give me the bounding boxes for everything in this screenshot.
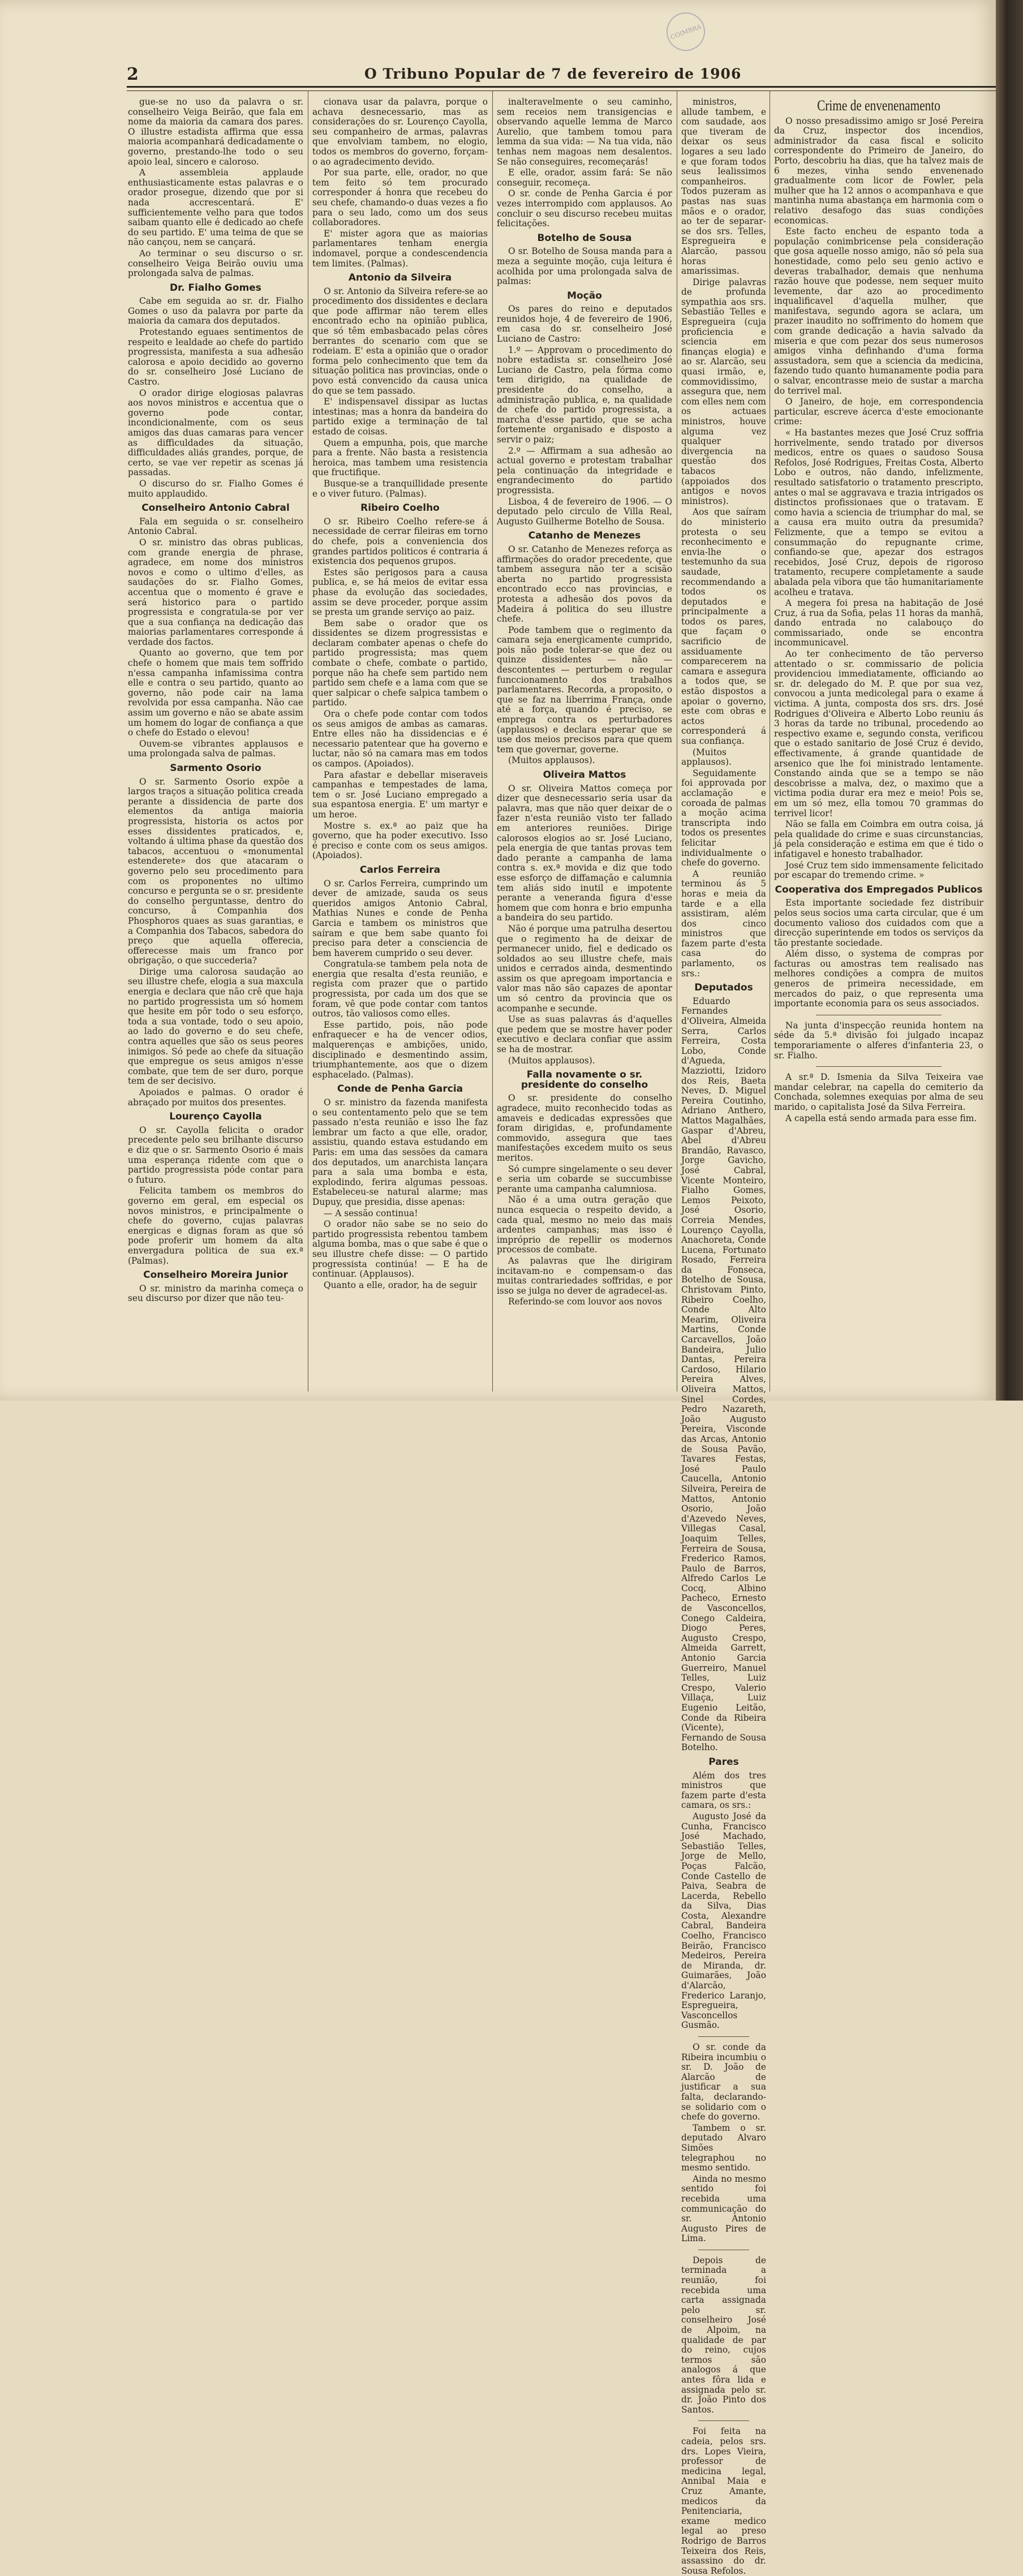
article-title: Crime de envenenamento xyxy=(817,97,940,114)
paragraph: 2.º — Affirmam a sua adhesão ao actual governo e protestam trabalhar pela continuação da integridade e engrandecimento do partido progressista. xyxy=(497,445,672,496)
paragraph: O sr. Sarmento Osorio expõe a largos traços a situação politica creada perante a dissidencia de parte dos elementos da antiga maioria progressista, historia os actos por esses dissidentes praticados, e, voltando á ultima phase da questão dos tabacos, accentuou o «monumental estenderete» dos que atacaram o governo pelo seu procedimento para com os proponentes no ultimo concurso e pergunta se o sr. presidente do conselho perguntasse, dentro do concurso, á Companhia dos Phosphoros quaes as suas garantias, e a Companhia dos Tabacos, sabedora do preço que aquella offerecia, offerecesse mais um franco por obrigação, o que succederia? xyxy=(128,776,303,966)
section-heading: Dr. Fialho Gomes xyxy=(170,282,261,294)
column-5 xyxy=(774,97,983,1393)
paragraph: Além disso, o systema de compras por facturas ou amostras tem realisado nas melhores condições a compra de muitos generos de primeira necessidade, em mercados do paiz, o que representa uma importante economia para os seus associados. xyxy=(774,949,983,1009)
paragraph: Estes são perigosos para a causa publica, e, se há meios de evitar essa phase da evolução das sociedades, assim se deve proceder, porque assim se presta um grande serviço ao paiz. xyxy=(312,567,488,618)
paragraph: « Ha bastantes mezes que José Cruz soffria horrivelmente, sendo tratado por diversos medicos, entre os quaes o saudoso Sousa Refolos, José Rodrigues, Freitas Costa, Alberto Lobo e outros, não dando, infelizmente, resultado satisfatorio o tratamento prescripto, antes o mal se aggravava e trazia intrigados os distinctos profissionaes que o tratavam. E como havia a sciencia de triumphar do mal, se a causa era muito outra da presumida? Felizmente, que a tempo se evitou a consummação do repugnante crime, confiando-se que, apezar dos estragos recebidos, José Cruz, depois de rigoroso tratamento, recupere completamente a saude abalada pela vibora que tão humanitariamente acolheu e tratava. xyxy=(774,428,983,597)
paragraph: Este facto encheu de espanto toda a população conimbricense pela consideração que gosa aquelle nosso amigo, não só pela sua honestidade, como pelo seu genio activo e deveras trabalhador, demais que nenhuma razão houve que podesse, nem sequer muito levemente, dar azo ao procedimento inqualificavel d'aquella mulher, que manifestava, segundo agora se aclara, um prazer inaudito no soffrimento do homem que com grande dedicação a havia salvado da miseria e que com pezar dos seus numerosos amigos vinha definhando d'uma forma assustadora, sem que a sciencia da medicina, fazendo tudo quanto humanamente podia para o salvar, encontrasse meio de sustar a marcha do terrivel mal. xyxy=(774,226,983,396)
paragraph: Ao terminar o seu discurso o sr. conselheiro Veiga Beirão ouviu uma prolongada salva de palmas. xyxy=(128,248,303,279)
paragraph: Lisboa, 4 de fevereiro de 1906. — O deputado pelo circulo de Villa Real, Augusto Guilherme Botelho de Sousa. xyxy=(497,496,672,527)
paragraph: E elle, orador, assim fará: Se não conseguir, recomeça. xyxy=(497,167,672,188)
paragraph: gue-se no uso da palavra o sr. conselheiro Veiga Beirão, que fala em nome da maioria da camara dos pares. O illustre estadista affirma que essa maioria acompanhará dedicadamente o governo, prestando-lhe todo o seu apoio leal, sincero e caloroso. xyxy=(128,97,303,167)
paragraph: 1.º — Approvam o procedimento do nobre estadista sr. conselheiro José Luciano de Castro, pela fórma como tem dirigido, na qualidade de presidente do conselho, a administração publica, e, na qualidade de chefe do partido progressista, a marcha d'esse partido, que se acha fortemente organisado e disposto a servir o paiz; xyxy=(497,344,672,445)
paragraph: Felicita tambem os membros do governo em geral, em especial os novos ministros, e principalmente o chefe do governo, cujas palavras energicas e dignas foram as que só pode proferir um homem da alta envergadura politica de sua ex.ª (Palmas). xyxy=(128,1186,303,1266)
column-4 xyxy=(681,97,766,2576)
masthead: O Tribuno Popular de 7 de fevereiro de 1906 xyxy=(364,66,742,82)
section-heading: Botelho de Sousa xyxy=(537,232,632,244)
section-heading: Pares xyxy=(708,1756,739,1768)
paragraph: Quem a empunha, pois, que marche para a frente. Não basta a resistencia heroica, mas tambem uma resistencia que fructifique. xyxy=(312,437,488,478)
paragraph: Augusto José da Cunha, Francisco José Machado, Sebastião Telles, Jorge de Mello, Poças Falcão, Conde Castello de Paiva, Seabra de Lacerda, Rebello da Silva, Dias Costa, Alexandre Cabral, Bandeira Coelho, Francisco Beirão, Francisco Medeiros, Pereira de Miranda, dr. Guimarães, João d'Alarcão, Frederico Laranjo, Espregueira, Vasconcellos Gusmão. xyxy=(681,1811,766,2031)
paragraph: Na junta d'inspecção reunida hontem na séde da 5.ª divisão foi julgado incapaz temporariamente o alferes d'infanteria 23, o sr. Fialho. xyxy=(774,1020,983,1061)
paragraph: Eduardo Fernandes d'Oliveira, Almeida Serra, Carlos Ferreira, Costa Lobo, Conde d'Agueda, Mazziotti, Izidoro dos Reis, Baeta Neves, D. Miguel Pereira Coutinho, Adriano Anthero, Mattos Magalhães, Gaspar d'Abreu, Abel d'Abreu Brandão, Ravasco, Jorge Gavicho, José Cabral, Vicente Monteiro, Fialho Gomes, Lemos Peixoto, José Osorio, Correia Mendes, Lourenço Cayolla, Anachoreta, Conde Lucena, Fortunato Rosado, Ferreira da Fonseca, Botelho de Sousa, Christovam Pinto, Ribeiro Coelho, Conde Alto Mearim, Oliveira Martins, Conde Carcavellos, João Bandeira, Julio Dantas, Pereira Cardoso, Hilario Pereira Alves, Oliveira Mattos, Sinel Cordes, Pedro Nazareth, João Augusto Pereira, Visconde das Arcas, Antonio de Sousa Pavão, Tavares Festas, José Paulo Caucella, Antonio Silveira, Pereira de Mattos, Antonio Osorio, João d'Azevedo Neves, Villegas Casal, Joaquim Telles, Ferreira de Sousa, Frederico Ramos, Paulo de Barros, Alfredo Carlos Le Cocq, Albino Pacheco, Ernesto de Vasconcellos, Conego Caldeira, Diogo Peres, Augusto Crespo, Almeida Garrett, Antonio Garcia Guerreiro, Manuel Telles, Luiz Crespo, Valerio Villaça, Luiz Eugenio Leitão, Conde da Ribeira (Vicente), Fernando de Sousa Botelho. xyxy=(681,996,766,1753)
column-3 xyxy=(497,97,672,1393)
header-rule xyxy=(127,86,996,91)
paragraph: Use as suas palavras ás d'aquelles que pedem que se mostre haver poder executivo e declara confiar que assim se ha de mostrar. xyxy=(497,1014,672,1055)
section-heading: Antonio da Silveira xyxy=(348,272,452,284)
section-heading: Sarmento Osorio xyxy=(170,763,261,774)
paragraph: Mostre s. ex.ª ao paiz que ha governo, que ha poder executivo. Isso é preciso e conte com os seus amigos. (Apoiados). xyxy=(312,820,488,861)
paragraph: As palavras que lhe dirigiram incitavam-no e compensam-o das muitas contrariedades soffridas, e por isso se julga no dever de agradecel-as. xyxy=(497,1255,672,1296)
binding-edge xyxy=(996,0,1023,1401)
paragraph: Referindo-se com louvor aos novos xyxy=(508,1296,662,1307)
separator xyxy=(698,2036,749,2037)
paragraph: Ainda no mesmo sentido foi recebida uma communicação do sr. Antonio Augusto Pires de Lima. xyxy=(681,2173,766,2244)
paragraph: O sr. ministro das obras publicas, com grande energia de phrase, agradece, em nome dos ministros novos e como o ultimo d'elles, as saudações do sr. Fialho Gomes, accentua que o momento é grave e será historico para o partido progressista e congratula-se por ver que a sua confiança na dedicação das maiorias parlamentares corresponde á verdade dos factos. xyxy=(128,537,303,647)
paragraph: E' mister agora que as maiorias parlamentares tenham energia indomavel, porque a condescendencia tem limites. (Palmas). xyxy=(312,228,488,269)
paragraph: Seguidamente foi approvada por acclamação e coroada de palmas a moção acima transcripta indo todos os presentes felicitar individualmente o chefe do governo. xyxy=(681,768,766,868)
section-heading: Oliveira Mattos xyxy=(543,769,626,781)
section-heading: Falla novamente o sr. presidente do conselho xyxy=(521,1069,648,1091)
paragraph: A megera foi presa na habitação de José Cruz, á rua da Sofia, pelas 11 horas da manhã, dando entrada no calabouço do commissariado, onde se encontra incommunicavel. xyxy=(774,598,983,648)
paragraph: Não é porque uma patrulha desertou que o regimento ha de deixar de permanecer unido, fiel e dedicado os soldados ao seu illustre chefe, mais unidos e cerrados ainda, desmentindo assim os que apregoam importancia e valor mas não são capazes de apontar um só centro da provincia que os acompanhe e secunde. xyxy=(497,923,672,1014)
paragraph: Busque-se a tranquillidade presente e o viver futuro. (Palmas). xyxy=(312,478,488,499)
page-header xyxy=(127,61,996,84)
column-rule xyxy=(492,91,493,1392)
paragraph: Congratula-se tambem pela nota de energia que resalta d'esta reunião, e regista com prazer que o partido progressista, por cada um dos que se foram, vê que pode contar com tantos outros, tão valiosos como elles. xyxy=(312,959,488,1019)
paragraph: (Muitos applausos). xyxy=(508,1055,595,1066)
paragraph: O orador dirige elogiosas palavras aos novos ministros e accentua que o governo pode contar, incondicionalmente, com os seus amigos das duas camaras para vencer as difficuldades da situação, difficuldades aliás grandes, porque, de certo, se vae ver repetir as scenas já passadas. xyxy=(128,387,303,478)
paragraph: O sr. Oliveira Mattos começa por dizer que desnecessario seria usar da palavra, mas que não quer deixar de o fazer n'esta reunião visto ter fallado em anteriores reuniões. Dirige calorosos elogios ao sr. José Luciano, pela energia de que tantas provas tem dado perante a campanha de lama contra s. ex.ª movida e diz que todo esse esforço de diffamação e calumnia tem aliás sido inutil e impotente perante a veneranda figura d'esse homem que com honra e brio empunha a bandeira do seu partido. xyxy=(497,783,672,923)
paragraph: Não é a uma outra geração que nunca esquecia o respeito devido, a cada qual, mesmo no meio das mais ardentes campanhas; mas isso é impróprio de repellir os modernos processos de combate. xyxy=(497,1195,672,1255)
paragraph: O sr. Cayolla felicita o orador precedente pelo seu brilhante discurso e diz que o sr. Sarmento Osorio é mais uma esperança ridente com que o partido progressista póde contar para o futuro. xyxy=(128,1125,303,1185)
paragraph: Fala em seguida o sr. conselheiro Antonio Cabral. xyxy=(128,516,303,537)
section-heading: Carlos Ferreira xyxy=(359,864,441,876)
paragraph: Cabe em seguida ao sr. dr. Fialho Gomes o uso da palavra por parte da maioria da camara dos deputados. xyxy=(128,296,303,326)
paragraph: O sr. Catanho de Menezes reforça as affirmações do orador precedente, que tambem assegura não ter a scisão aberta no partido progressista encontrado ecco nas provincias, e protesta a adhesão dos povos da Madeira á politica do seu illustre chefe. xyxy=(497,544,672,624)
separator xyxy=(698,2420,749,2421)
paragraph: O sr. Ribeiro Coelho refere-se á necessidade de cerrar fileiras em torno do chefe, pois a conveniencia dos grandes partidos politicos é contraria á existencia dos pequenos grupos. xyxy=(312,516,488,567)
section-heading: Deputados xyxy=(694,982,753,994)
paragraph: Os pares do reino e deputados reunidos hoje, 4 de fevereiro de 1906, em casa do sr. conselheiro José Luciano de Castro: xyxy=(497,304,672,344)
paragraph: José Cruz tem sido immensamente felicitado por escapar do tremendo crime. » xyxy=(774,860,983,881)
paragraph: A sr.ª D. Ismenia da Silva Teixeira vae mandar celebrar, na capella do cemiterio da Conchada, solemnes exequias por alma de seu marido, o capitalista José da Silva Ferreira. xyxy=(774,1072,983,1112)
paragraph: O orador não sabe se no seio do partido progressista rebentou tambem alguma bomba, mas o que sabe é que o seu illustre chefe disse: — O partido progressista continúa! — E ha de continuar. (Applausos). xyxy=(312,1219,488,1280)
section-heading: Moção xyxy=(567,290,602,301)
paragraph: Ao ter conhecimento de tão perverso attentado o sr. commissario de policia providenciou immediatamente, officiando ao sr. dr. delegado do M. P. que por sua vez, convocou a junta medicolegal para o exame á victima. A junta, composta dos srs. drs. José Rodrigues d'Oliveira e Alberto Lobo reuniu ás 3 horas da tarde no tribunal, procedendo ao respectivo exame e, segundo consta, verificou que o estado sanitario de José Cruz é devido, effectivamente, á grande quantidade de arsenico que lhe foi ministrado lentamente. Constando ainda que se a tempo se não descobrisse a malva, dez, o maximo que a victima podia durar era mez e meio! Pois se, em um só mez, ella tomou 70 grammas do terrivel licor! xyxy=(774,649,983,819)
paragraph: Para afastar e debellar miseraveis campanhas e tempestades de lama, tem o sr. José Luciano empregado a sua espantosa energia. E' um martyr e um heroe. xyxy=(312,769,488,820)
section-heading: Ribeiro Coelho xyxy=(360,502,440,514)
paragraph: — A sessão continua! xyxy=(324,1208,418,1218)
paragraph: O sr. presidente do conselho agradece, muito reconhecido todas as amaveis e dedicadas expressões que foram dirigidas, e, profundamente commovido, assegura que taes manifestações excedem muito os seus meritos. xyxy=(497,1093,672,1163)
section-heading: Conselheiro Moreira Junior xyxy=(143,1269,288,1281)
column-2 xyxy=(312,97,488,1393)
paragraph: A capella está sendo armada para esse fim. xyxy=(785,1113,977,1123)
paragraph: Tambem o sr. deputado Alvaro Simões telegraphou no mesmo sentido. xyxy=(681,2122,766,2173)
paragraph: O sr. ministro da fazenda manifesta o seu contentamento pelo que se tem passado n'esta reunião e isso lhe faz lembrar um facto a que elle, orador, assistiu, quando estava estudando em Paris: em uma das sessões da camara dos deputados, um anarchista lançara para a sala uma bomba e esta, explodindo, ferira algumas pessoas. Estabeleceu-se natural alarme; mas Dupuy, que presidia, disse apenas: xyxy=(312,1097,488,1207)
paragraph: cionava usar da palavra, porque o achava desnecessario, mas as considerações do sr. Lourenço Cayolla, seu companheiro de armas, palavras que envolviam tambem, no elogio, todos os membros do governo, forçam-o ao agradecimento devido. xyxy=(312,97,488,167)
paragraph: O sr. ministro da marinha começa o seu discurso por dizer que não teu- xyxy=(128,1283,303,1304)
paragraph: Além dos tres ministros que fazem parte d'esta camara, os srs.: xyxy=(681,1770,766,1811)
paragraph: Não se falla em Coimbra em outra coisa, já pela qualidade do crime e suas circunstancias, já pela consideração e estima em que é tido o infatigavel e honesto trabalhador. xyxy=(774,819,983,859)
paragraph: Aos que saíram do ministerio protesta o seu reconhecimento e envia-lhe o testemunho da sua saudade, recommendando a todos os deputados e principalmente a todos os pares, que façam o sacrificio de assiduamente comparecerem na camara e assegura a todos que, se estão dispostos a apoiar o governo, este com obras e actos corresponderá á sua confiança. xyxy=(681,507,766,746)
paragraph: (Muitos applausos). xyxy=(508,755,595,766)
paragraph: O sr. Antonio da Silveira refere-se ao procedimento dos dissidentes e declara que pode affirmar não terem elles encontrado echo na opinião publica, que só têm embasbacado pelas côres berrantes do scenario com que se rodeiam. E' esta a opinião que o orador forma pelo conhecimento que tem da situação politica nas provincias, onde o povo está convencido da causa unica do que se tem passado. xyxy=(312,286,488,396)
paragraph: O sr. Botelho de Sousa manda para a meza a seguinte moção, cuja leitura é acolhida por uma prolongada salva de palmas: xyxy=(497,246,672,287)
paragraph: Depois de terminada a reunião, foi recebida uma carta assignada pelo sr. conselheiro José de Alpoim, na qualidade de par do reino, cujos termos são analogos á que antes fôra lida e assignada pelo sr. dr. João Pinto dos Santos. xyxy=(681,2255,766,2415)
paragraph: Esse partido, pois, não pode enfraquecer e ha de vencer odios, malquerenças e ambições, unido, disciplinado e desmentindo assim, triumphantemente, aos que o dizem esphacelado. (Palmas). xyxy=(312,1019,488,1080)
paragraph: Foi feita na cadeia, pelos srs. drs. Lopes Vieira, professor de medicina legal, Annibal Maia e Cruz Amante, medicos da Penitenciaria, exame medico legal ao preso Rodrigo de Barros Teixeira dos Reis, assassino do dr. Sousa Refolos. xyxy=(681,2426,766,2576)
paragraph: ministros, allude tambem, e com saudade, aos que tiveram de deixar os seus logares a seu lado e que foram todos seus lealissimos companheiros. Todos puzeram as pastas nas suas mãos e o orador, ao ter de separar-se dos srs. Telles, Espregueira e Alarcão, passou horas amarissimas. xyxy=(681,97,766,277)
paragraph: O Janeiro, de hoje, em correspondencia particular, escreve ácerca d'este emocionante crime: xyxy=(774,397,983,427)
paragraph: Dirige palavras de profunda sympathia aos srs. Sebastião Telles e Espregueira (cuja proficiencia e sciencia em finanças elogia) e ao sr. Alarcão, seu quasi irmão, e, commovidissimo, assegura que, nem com elles nem com os actuaes ministros, houve alguma vez qualquer divergencia na questão dos tabacos (appoiados dos antigos e novos ministros). xyxy=(681,277,766,506)
paragraph: Esta importante sociedade fez distribuir pelos seus socios uma carta circular, que é um documento valioso dos cuidados com que a direcção superintende em todos os serviços da tão prestante sociedade. xyxy=(774,898,983,948)
paragraph: O sr. conde da Ribeira incumbiu o sr. D. João de Alarcão de justificar a sua falta, declarando-se solidario com o chefe do governo. xyxy=(681,2042,766,2122)
section-heading: Catanho de Menezes xyxy=(528,530,641,542)
paragraph: O nosso presadissimo amigo sr José Pereira da Cruz, inspector dos incendios, administrador da casa fiscal e solicito correspondente do Primeiro de Janeiro, do Porto, descobriu ha dias, que ha talvez mais de 6 mezes, vinha sendo envenenado gradualmente com licor de Fowler, pela mulher que ha 12 annos o acompanhava e que mantinha numa abastança em harmonia com o relativo desafogo das suas condições economicas. xyxy=(774,115,983,226)
paragraph: O sr. conde de Penha Garcia é por vezes interrompido com applausos. Ao concluir o seu discurso recebeu muitas felicitações. xyxy=(497,188,672,229)
paragraph: A reunião terminou ás 5 horas e meia da tarde e a ella assistiram, além dos cinco ministros que fazem parte d'esta casa do parlamento, os srs.: xyxy=(681,868,766,979)
paragraph: Ouvem-se vibrantes applausos e uma prolongada salva de palmas. xyxy=(128,738,303,759)
paragraph: Por sua parte, elle, orador, no que tem feito só tem procurado corresponder á honra que recebeu do seu chefe, chamando-o duas vezes a fio para o seu lado, como um dos seus collaboradores. xyxy=(312,167,488,228)
section-heading: Lourenço Cayolla xyxy=(169,1111,262,1123)
paragraph: Dirige uma calorosa saudação ao seu illustre chefe, elogia a sua maxcula energia e declara que não crê que haja no partido progressista um só homem que hesite em pôr todo o seu esforço, toda a sua vontade, todo o seu apoio, ao lado do governo e do seu chefe, contra aquelles que são os seus peores inimigos. Só pede ao chefe da situação que empregue os seus amigos n'esse combate, que tem de ser duro, porque tem de ser decisivo. xyxy=(128,966,303,1087)
paragraph: Quanto ao governo, que tem por chefe o homem que mais tem soffrido n'essa campanha infamissima contra elle e contra o seu partido, quanto ao governo, não pode cair na lama revolvida por essa campanha. Não cae assim um governo e não se abate assim um homem do logar de confiança a que o chefe do Estado o elevou! xyxy=(128,648,303,738)
section-heading: Cooperativa dos Empregados Publicos xyxy=(775,884,983,895)
paragraph: E' indispensavel dissipar as luctas intestinas; mas a honra da bandeira do partido exige a terminação de tal estado de coisas. xyxy=(312,397,488,437)
page-number: 2 xyxy=(127,64,139,84)
paragraph: Bem sabe o orador que os dissidentes se dizem progressistas e declaram combater apenas o chefe do partido progressista; mas quem combate o chefe, combate o partido, porque não ha chefe sem partido nem partido sem chefe e a lama com que se quer salpicar o chefe salpica tambem o partido. xyxy=(312,618,488,708)
section-heading: Conselheiro Antonio Cabral xyxy=(141,502,290,514)
paragraph: Só cumpre singelamente o seu dever e seria um cobarde se succumbisse perante uma campanha calumniosa. xyxy=(497,1164,672,1194)
paragraph: (Muitos applausos). xyxy=(681,747,732,768)
paragraph: A assembleia applaude enthusiasticamente estas palavras e o orador prosegue, dizendo que por si nada accrescentará. E' sufficientemente velho para que todos saibam quanto elle é dedicado ao chefe do seu partido. E' uma teima de que se não cançou, nem se cançará. xyxy=(128,167,303,248)
library-stamp: COIMBRA xyxy=(661,7,710,56)
paragraph: Ora o chefe pode contar com todos os seus amigos de ambas as camaras. Entre elles não ha dissidencias e é necessario patentear que ha governo e luctar, não só na camara mas em todos os campos. (Apoiados). xyxy=(312,709,488,769)
paragraph: Pode tambem que o regimento da camara seja energicamente cumprido, pois não pode tolerar-se que dez ou quinze dissidentes — não — descontentes — perturbem o regular funccionamento dos trabalhos parlamentares. Recorda, a proposito, o que se faz na liberrima França, onde até a força, quando é preciso, se emprega contra os perturbadores (applausos) e declara esperar que se use dos meios precisos para que quem tem que governar, governe. xyxy=(497,624,672,755)
paragraph: inalteravelmente o seu caminho, sem receios nem transigencias e observando aquelle lemma de Marco Aurelio, que tambem tomou para lemma da sua vida: — Na tua vida, não tenhas nem magoas nem desalentos. Se não conseguires, recomeçarás! xyxy=(497,97,672,167)
paragraph: O sr. Carlos Ferreira, cumprindo um dever de amizade, sauda os seus queridos amigos Antonio Cabral, Mathias Nunes e conde de Penha Garcia e tambem os ministros que saíram e que bem sabe quanto foi preciso para deter a consciencia de bem haverem cumprido o seu dever. xyxy=(312,878,488,958)
paragraph: Protestando eguaes sentimentos de respeito e lealdade ao chefe do partido progressista, manifesta a sua adhesão calorosa e apoio decidido ao governo do sr. conselheiro José Luciano de Castro. xyxy=(128,327,303,387)
paragraph: Apoiados e palmas. O orador é abraçado por muitos dos presentes. xyxy=(128,1087,303,1108)
column-1 xyxy=(128,97,303,1393)
paragraph: O discurso do sr. Fialho Gomes é muito applaudido. xyxy=(128,478,303,499)
section-heading: Conde de Penha Garcia xyxy=(337,1083,463,1095)
paragraph: Quanto a elle, orador, ha de seguir xyxy=(324,1280,478,1290)
separator xyxy=(816,1066,942,1067)
